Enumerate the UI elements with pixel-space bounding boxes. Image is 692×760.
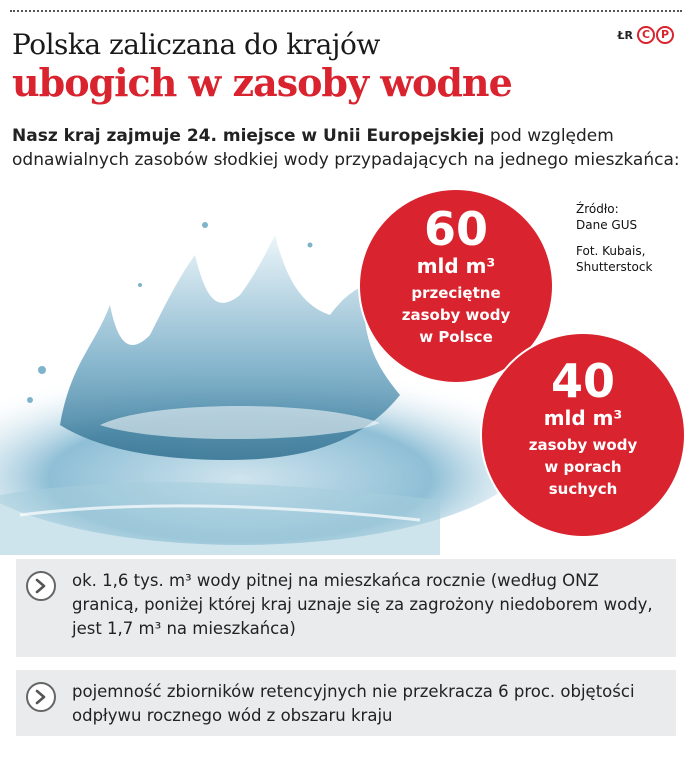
photo-credit-label: Fot. Kubais,: [576, 244, 646, 258]
credit-logo: [617, 26, 674, 44]
headline-line-1: Polska zaliczana do krajów: [12, 28, 380, 61]
photo-credit-value: Shutterstock: [576, 260, 653, 274]
top-dotted-rule: [10, 10, 682, 12]
intro-bold: Nasz kraj zajmuje 24. miejsce w Unii Europejskiej: [12, 126, 485, 146]
source-value: Dane GUS: [576, 218, 638, 232]
stat-description: przeciętne zasoby wody w Polsce: [401, 284, 511, 346]
stat-circle-dry-season: [482, 334, 684, 536]
stat-unit: mld m³: [416, 254, 496, 278]
fact-box-retention: [16, 670, 676, 736]
stat-unit: mld m³: [543, 406, 623, 430]
fact-text: pojemność zbiorników retencyjnych nie przekracza 6 proc. objętości odpływu rocznego wód z obszaru kraju: [72, 682, 635, 725]
arrow-right-icon: [26, 682, 56, 712]
arrow-right-icon: [26, 571, 56, 601]
stat-description: zasoby wody w porach suchych: [528, 436, 638, 498]
fact-text: ok. 1,6 tys. m³ wody pitnej na mieszkańca rocznie (według ONZ granicą, poniżej której kraj uznaje się za zagrożony niedoborem wody, jest 1,7 m³ na mieszkańca): [72, 571, 653, 638]
copyright-logo: [637, 26, 674, 44]
copyright-p-icon: P: [656, 26, 674, 44]
source-note: [576, 201, 686, 285]
author-initials: ŁR: [617, 28, 633, 42]
headline-line-2: ubogich w zasoby wodne: [12, 60, 512, 105]
intro-paragraph: [12, 124, 684, 172]
copyright-c-icon: C: [637, 26, 655, 44]
intro-rest: pod względem odnawialnych zasobów słodkiej wody przypadających na jednego mieszkańca:: [12, 126, 680, 170]
stat-value: 40: [550, 354, 615, 408]
stat-value: 60: [423, 202, 488, 256]
source-label: Źródło:: [576, 202, 619, 216]
fact-box-drinking-water: [16, 559, 676, 657]
